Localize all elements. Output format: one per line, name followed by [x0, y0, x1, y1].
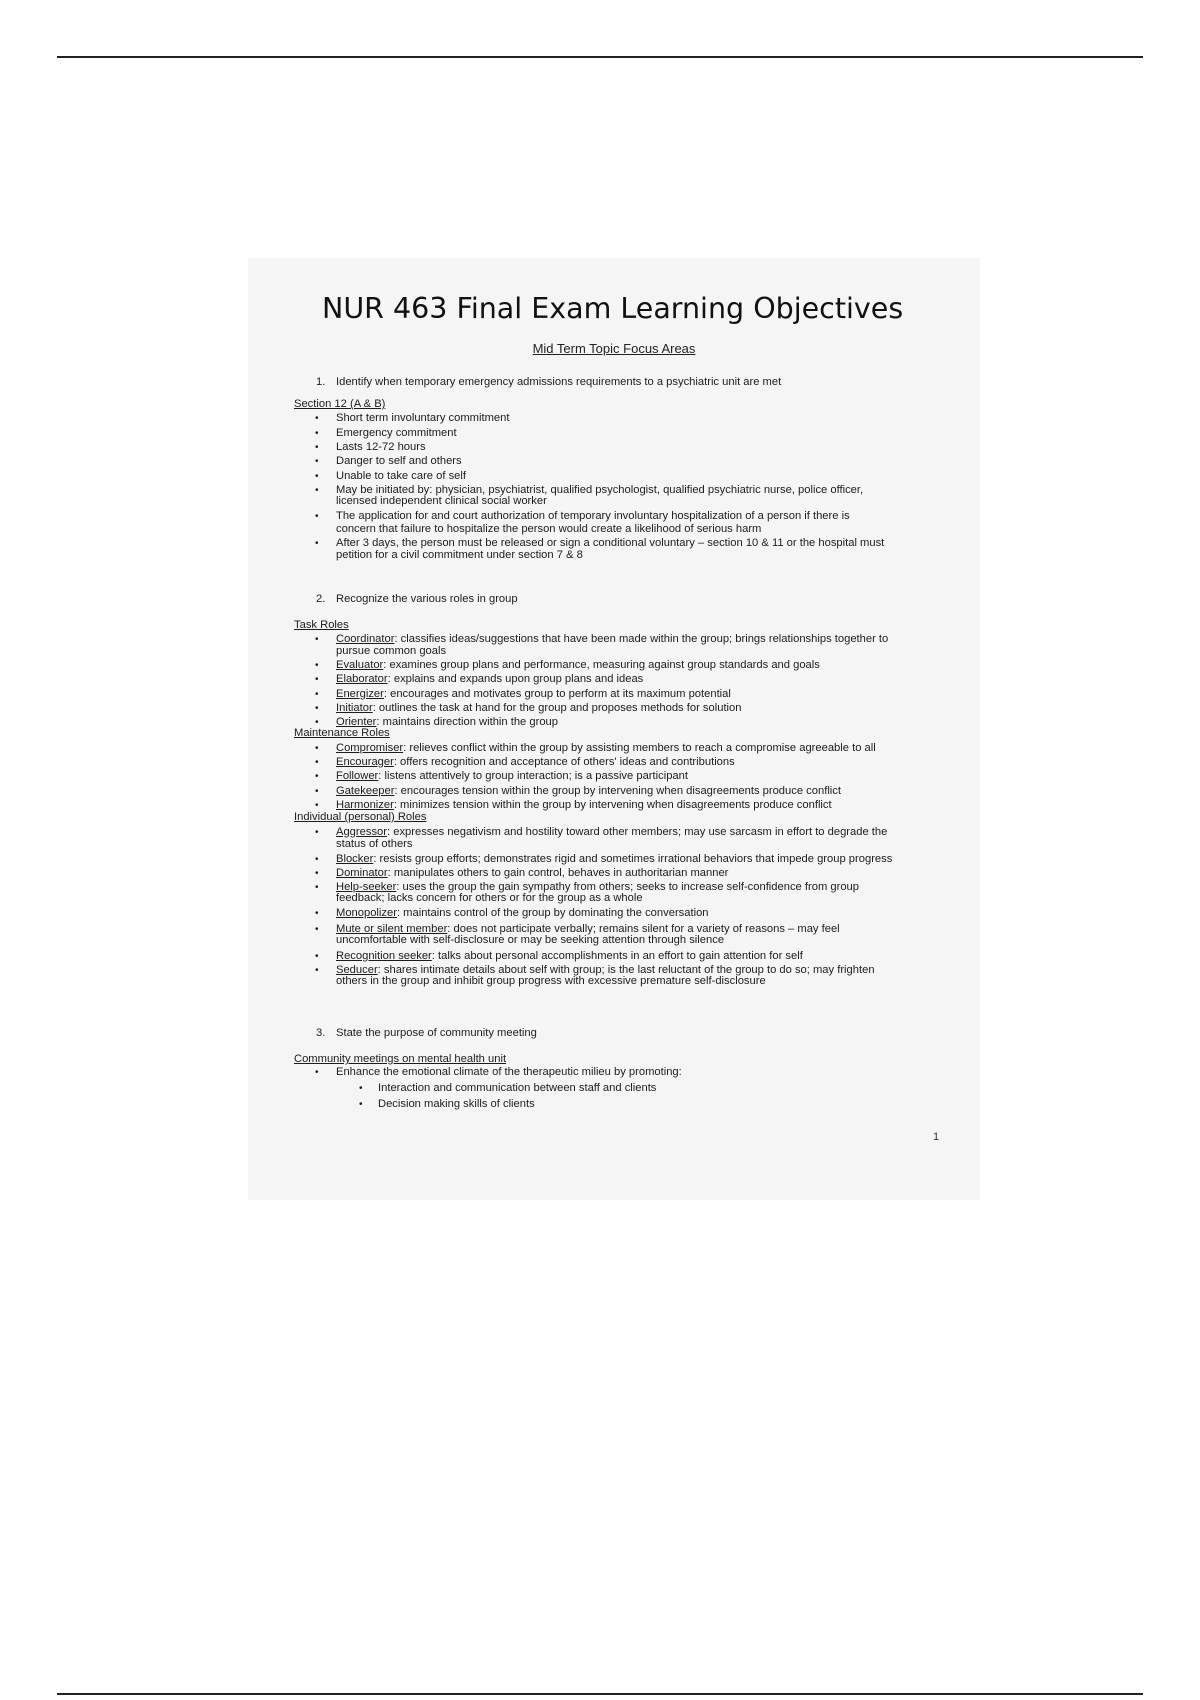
bullet-icon: • [315, 428, 319, 439]
document-title: NUR 463 Final Exam Learning Objectives [322, 292, 904, 325]
bullet-icon: • [315, 757, 319, 768]
maintenance-roles-header: Maintenance Roles [294, 727, 390, 739]
role-term: Help-seeker [336, 881, 397, 893]
role-description: : listens attentively to group interaction; is a passive participant [378, 770, 688, 782]
role-description: : encourages and motivates group to perform at its maximum potential [383, 688, 731, 700]
role-item [336, 756, 735, 769]
role-description: : offers recognition and acceptance of others' ideas and contributions [393, 756, 735, 768]
role-description: : talks about personal accomplishments in an effort to gain attention for self [431, 950, 803, 962]
sub-bullet-icon: • [359, 1099, 363, 1110]
objective-1-text: Identify when temporary emergency admissions requirements to a psychiatric unit are met [336, 376, 782, 388]
role-term: Seducer [336, 964, 378, 976]
objective-1-number: 1. [316, 376, 326, 388]
role-term: Initiator [336, 702, 373, 714]
role-term: Blocker [336, 853, 374, 865]
bullet-icon: • [315, 511, 319, 522]
bullet-icon: • [315, 965, 319, 976]
role-term: Follower [336, 770, 379, 782]
role-term: Evaluator [336, 659, 384, 671]
role-description: : explains and expands upon group plans and ideas [387, 673, 644, 685]
bullet-icon: • [315, 800, 319, 811]
bullet-icon: • [315, 413, 319, 424]
role-description: : manipulates others to gain control, behaves in authoritarian manner [387, 867, 729, 879]
role-item [336, 826, 887, 839]
role-term: Aggressor [336, 826, 387, 838]
role-description: : minimizes tension within the group by intervening when disagreements produce conflict [393, 799, 832, 811]
role-item-continuation: uncomfortable with self-disclosure or may be seeking attention through silence [336, 934, 725, 946]
bullet-icon: • [315, 1067, 319, 1078]
role-term: Mute or silent member [336, 923, 448, 935]
bullet-icon: • [315, 908, 319, 919]
bullet-icon: • [315, 924, 319, 935]
role-item-continuation: feedback; lacks concern for others or for the group as a whole [336, 892, 643, 904]
role-item [336, 673, 643, 686]
bullet-icon: • [315, 674, 319, 685]
community-meetings-header: Community meetings on mental health unit [294, 1053, 507, 1065]
objective-3-text: State the purpose of community meeting [336, 1027, 537, 1039]
role-item-continuation: others in the group and inhibit group progress with excessive premature self-disclosure [336, 975, 766, 987]
bullet-icon: • [315, 485, 319, 496]
bullet-icon: • [315, 743, 319, 754]
role-term: Orienter [336, 716, 377, 728]
role-item [336, 659, 820, 672]
role-description: : examines group plans and performance, measuring against group standards and goals [383, 659, 820, 671]
role-description: : does not participate verbally; remains silent for a variety of reasons – may feel [447, 923, 840, 935]
list-item: May be initiated by: physician, psychiatrist, qualified psychologist, qualified psychiatric nurse, police officer, [336, 484, 864, 496]
bullet-icon: • [315, 771, 319, 782]
objective-2-text: Recognize the various roles in group [336, 593, 518, 605]
role-term: Recognition seeker [336, 950, 432, 962]
list-item: Lasts 12-72 hours [336, 441, 426, 453]
bullet-icon: • [315, 827, 319, 838]
individual-roles-header: Individual (personal) Roles [294, 811, 427, 823]
list-item-continuation: licensed independent clinical social worker [336, 495, 547, 507]
list-item: Enhance the emotional climate of the therapeutic milieu by promoting: [336, 1066, 682, 1078]
role-term: Monopolizer [336, 907, 397, 919]
bullet-icon: • [315, 951, 319, 962]
list-item: Short term involuntary commitment [336, 412, 510, 424]
role-item [336, 853, 892, 866]
role-item [336, 770, 688, 783]
bullet-icon: • [315, 786, 319, 797]
role-description: : uses the group the gain sympathy from others; seeks to increase self-confidence from group [396, 881, 859, 893]
bullet-icon: • [315, 442, 319, 453]
role-description: : maintains control of the group by dominating the conversation [396, 907, 709, 919]
bullet-icon: • [315, 868, 319, 879]
role-term: Compromiser [336, 742, 404, 754]
sub-list-item: Interaction and communication between staff and clients [378, 1082, 657, 1094]
list-item: Danger to self and others [336, 455, 462, 467]
role-description: : shares intimate details about self with group; is the last reluctant of the group to do so; may frighten [377, 964, 875, 976]
role-description: : encourages tension within the group by intervening when disagreements produce conflict [394, 785, 841, 797]
bullet-icon: • [315, 660, 319, 671]
bullet-icon: • [315, 538, 319, 549]
role-item-continuation: status of others [336, 838, 413, 850]
role-term: Elaborator [336, 673, 388, 685]
list-item: The application for and court authorization of temporary involuntary hospitalization of a person if there is [336, 510, 850, 522]
role-term: Coordinator [336, 633, 395, 645]
role-description: : maintains direction within the group [376, 716, 559, 728]
role-item [336, 950, 803, 963]
objective-3-number: 3. [316, 1027, 326, 1039]
document-subtitle: Mid Term Topic Focus Areas [532, 341, 696, 356]
role-item [336, 742, 876, 755]
role-description: : resists group efforts; demonstrates rigid and sometimes irrational behaviors that impede group progress [373, 853, 893, 865]
page-number: 1 [933, 1131, 940, 1143]
bullet-icon: • [315, 882, 319, 893]
role-item [336, 907, 709, 920]
role-item [336, 702, 742, 715]
bullet-icon: • [315, 703, 319, 714]
list-item-continuation: petition for a civil commitment under section 7 & 8 [336, 549, 583, 561]
bullet-icon: • [315, 634, 319, 645]
bottom-rule [57, 1693, 1143, 1695]
role-item [336, 785, 841, 798]
role-item [336, 867, 728, 880]
role-term: Dominator [336, 867, 388, 879]
list-item: After 3 days, the person must be released or sign a conditional voluntary – section 10 & 11 or the hospital must [336, 537, 885, 549]
section-12-header: Section 12 (A & B) [294, 398, 386, 410]
sub-bullet-icon: • [359, 1083, 363, 1094]
list-item: Unable to take care of self [336, 470, 466, 482]
role-description: : relieves conflict within the group by assisting members to reach a compromise agreeable to all [403, 742, 876, 754]
document-page [248, 258, 980, 1200]
role-item-continuation: pursue common goals [336, 645, 447, 657]
sub-list-item: Decision making skills of clients [378, 1098, 535, 1110]
role-term: Energizer [336, 688, 384, 700]
bullet-icon: • [315, 717, 319, 728]
role-term: Harmonizer [336, 799, 394, 811]
role-description: : expresses negativism and hostility toward other members; may use sarcasm in effort to degrade the [387, 826, 888, 838]
task-roles-header: Task Roles [294, 619, 349, 631]
role-term: Gatekeeper [336, 785, 395, 797]
role-description: : outlines the task at hand for the group and proposes methods for solution [372, 702, 742, 714]
role-term: Encourager [336, 756, 394, 768]
bullet-icon: • [315, 471, 319, 482]
bullet-icon: • [315, 456, 319, 467]
objective-2-number: 2. [316, 593, 326, 605]
role-item [336, 688, 731, 701]
list-item-continuation: concern that failure to hospitalize the person would create a likelihood of serious harm [336, 523, 762, 535]
top-rule [57, 56, 1143, 58]
list-item: Emergency commitment [336, 427, 457, 439]
bullet-icon: • [315, 854, 319, 865]
role-description: : classifies ideas/suggestions that have been made within the group; brings relationships together to [394, 633, 889, 645]
bullet-icon: • [315, 689, 319, 700]
